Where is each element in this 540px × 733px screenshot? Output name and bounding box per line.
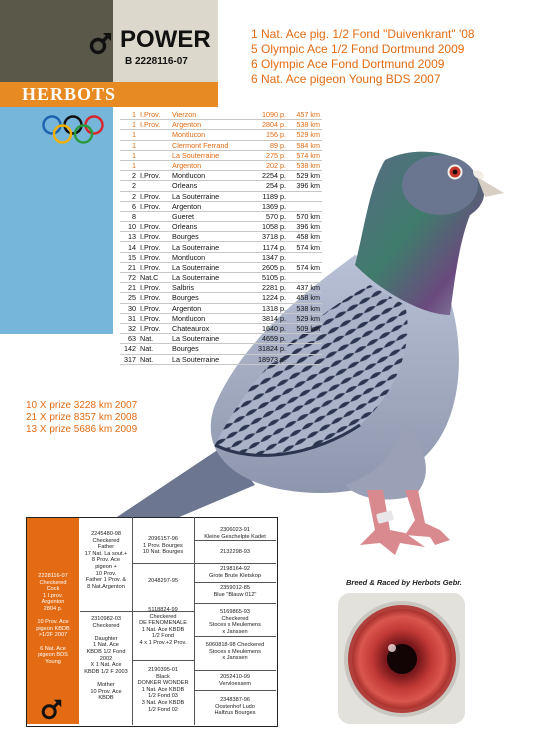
result-pos: 1 xyxy=(120,160,138,170)
result-pos: 14 xyxy=(120,242,138,252)
result-type: I.Prov. xyxy=(138,120,170,130)
result-dist xyxy=(288,252,322,262)
result-pos: 1 xyxy=(120,120,138,130)
result-type: I.Prov. xyxy=(138,293,170,303)
pedigree-divider xyxy=(194,603,276,604)
result-type: I.Prov. xyxy=(138,222,170,232)
pedigree-father: 2245480-98 Checkered Father 17 Nat. La sout.+ 8 Prov. Ace pigeon + 10 Prov. Father 1 Prov. & 8 Nat.Argenton xyxy=(84,531,128,590)
result-race: Vierzon xyxy=(170,110,244,120)
result-race: Orleans xyxy=(170,222,244,232)
result-row xyxy=(120,344,322,354)
honour-line: 6 Nat. Ace pigeon Young BDS 2007 xyxy=(251,72,441,86)
result-birds: 1224 p. xyxy=(244,293,288,303)
result-birds: 2281 p. xyxy=(244,283,288,293)
breeder-name: HERBOTS xyxy=(22,84,117,104)
result-race: Clermont Ferrand xyxy=(170,140,244,150)
result-type: Nat. xyxy=(138,334,170,344)
result-dist: 458 km xyxy=(288,293,322,303)
pedigree-fff: 2306023-91 Kleine Geschelpte Kadet xyxy=(204,527,266,540)
result-birds: 2804 p. xyxy=(244,120,288,130)
result-dist xyxy=(288,273,322,283)
result-pos: 15 xyxy=(120,252,138,262)
result-type: I.Prov. xyxy=(138,252,170,262)
result-dist xyxy=(288,191,322,201)
prize-line: 13 X prize 5686 km 2009 xyxy=(26,424,138,435)
result-race: Argenton xyxy=(170,201,244,211)
result-type xyxy=(138,130,170,140)
pedigree-divider xyxy=(194,517,195,725)
result-birds: 4659 p. xyxy=(244,334,288,344)
result-pos: 142 xyxy=(120,344,138,354)
result-pos: 1 xyxy=(120,150,138,160)
honour-line: 5 Olympic Ace 1/2 Fond Dortmund 2009 xyxy=(251,42,465,56)
result-dist: 396 km xyxy=(288,181,322,191)
result-type: I.Prov. xyxy=(138,232,170,242)
pedigree-fm: 2048297-95 xyxy=(148,578,178,584)
result-row xyxy=(120,273,322,283)
result-pos: 6 xyxy=(120,201,138,211)
result-dist: 574 km xyxy=(288,242,322,252)
pedigree-mother: 2310982-03 Checkered Daughter 1 Nat. Ace KBDB 1/2 Fond 2002 X 1 Nat. Ace KBDB 1/2 F 2003 Mother 10 Prov. Ace KBDB xyxy=(84,616,128,702)
result-race: Montlucon xyxy=(170,171,244,181)
result-type: I.Prov. xyxy=(138,303,170,313)
result-row xyxy=(120,191,322,201)
result-birds: 202 p. xyxy=(244,160,288,170)
result-birds: 254 p. xyxy=(244,181,288,191)
breeder-credit: Breed & Raced by Herbots Gebr. xyxy=(346,578,462,587)
result-dist xyxy=(288,334,322,344)
bird-name: POWER xyxy=(120,26,211,53)
race-results-table xyxy=(120,110,322,365)
result-dist xyxy=(288,201,322,211)
result-row xyxy=(120,222,322,232)
result-row xyxy=(120,211,322,221)
result-dist: 538 km xyxy=(288,303,322,313)
result-row xyxy=(120,303,322,313)
result-dist: 396 km xyxy=(288,222,322,232)
result-type: I.Prov. xyxy=(138,283,170,293)
result-birds: 1058 p. xyxy=(244,222,288,232)
result-pos: 317 xyxy=(120,354,138,364)
result-type: Nat. xyxy=(138,344,170,354)
result-race: Montlucon xyxy=(170,130,244,140)
result-pos: 8 xyxy=(120,211,138,221)
result-row xyxy=(120,171,322,181)
result-birds: 1174 p. xyxy=(244,242,288,252)
result-type: I.Prov. xyxy=(138,262,170,272)
result-dist: 457 km xyxy=(288,110,322,120)
result-row xyxy=(120,293,322,303)
result-race: Bourges xyxy=(170,344,244,354)
result-pos: 21 xyxy=(120,262,138,272)
result-race: La Souterraine xyxy=(170,334,244,344)
result-pos: 63 xyxy=(120,334,138,344)
result-row xyxy=(120,313,322,323)
result-birds: 1189 p. xyxy=(244,191,288,201)
result-race: Orleans xyxy=(170,181,244,191)
prize-line: 21 X prize 8357 km 2008 xyxy=(26,412,138,423)
result-birds: 275 p. xyxy=(244,150,288,160)
result-pos: 2 xyxy=(120,181,138,191)
result-race: La Souterraine xyxy=(170,273,244,283)
result-race: Montlucon xyxy=(170,313,244,323)
result-type: I.Prov. xyxy=(138,242,170,252)
result-pos: 1 xyxy=(120,110,138,120)
result-race: Argenton xyxy=(170,120,244,130)
pedigree-divider xyxy=(132,563,194,564)
result-row xyxy=(120,232,322,242)
pedigree-mff: 5169865-93 Checkered Stoces x Meulemens x Janssen xyxy=(209,609,261,635)
result-birds: 2254 p. xyxy=(244,171,288,181)
results-body xyxy=(120,110,322,364)
result-race: Argenton xyxy=(170,303,244,313)
pedigree-fmm: 2359012-85 Blue "Blauw 012" xyxy=(213,585,257,598)
eye-icon xyxy=(338,593,465,724)
pedigree-mm: 2190395-01 Black DONKER WONDER 1 Nat. Ace KBDB 1/2 Fond 03 3 Nat. Ace KBDB 1/2 Fond 02 xyxy=(137,667,189,713)
result-race: La Souterraine xyxy=(170,150,244,160)
result-race: La Souterraine xyxy=(170,354,244,364)
result-birds: 5105 p. xyxy=(244,273,288,283)
result-birds: 2605 p. xyxy=(244,262,288,272)
result-type xyxy=(138,140,170,150)
result-race: La Souterraine xyxy=(170,262,244,272)
male-symbol-icon xyxy=(88,30,114,56)
result-dist: 570 km xyxy=(288,211,322,221)
result-pos: 2 xyxy=(120,171,138,181)
result-type: I.Prov. xyxy=(138,191,170,201)
result-row xyxy=(120,140,322,150)
result-birds: 1369 p. xyxy=(244,201,288,211)
result-birds: 1090 p. xyxy=(244,110,288,120)
pedigree-mfm: 5060818-98 Checkered Stoces x Meulemens x Janssen xyxy=(205,642,265,662)
result-row xyxy=(120,120,322,130)
result-row xyxy=(120,150,322,160)
eye-photo xyxy=(338,593,465,724)
result-type xyxy=(138,211,170,221)
result-row xyxy=(120,242,322,252)
result-type: I.Prov. xyxy=(138,323,170,333)
result-pos: 30 xyxy=(120,303,138,313)
pedigree-divider xyxy=(194,582,276,583)
result-row xyxy=(120,323,322,333)
ring-number: B 2228116-07 xyxy=(125,56,188,67)
prize-line: 10 X prize 3228 km 2007 xyxy=(26,400,138,411)
result-row xyxy=(120,160,322,170)
pedigree-mf: 5118824-99 Checkered DE FENOMENALE 1 Nat. Ace KBDB 1/2 Fond 4 x 1 Prov.+2 Prov. xyxy=(139,607,187,646)
result-race: Bourges xyxy=(170,293,244,303)
result-birds: 18973 p. xyxy=(244,354,288,364)
result-birds: 3718 p. xyxy=(244,232,288,242)
result-type: I.Prov. xyxy=(138,171,170,181)
result-birds: 3814 p. xyxy=(244,313,288,323)
result-pos: 25 xyxy=(120,293,138,303)
honour-line: 1 Nat. Ace pig. 1/2 Fond "Duivenkrant" '08 xyxy=(251,27,475,41)
result-row xyxy=(120,252,322,262)
result-type: I.Prov. xyxy=(138,110,170,120)
result-type: Nat.C xyxy=(138,273,170,283)
pedigree-mmf: 2052410-99 Vervloessem xyxy=(218,674,252,687)
result-row xyxy=(120,334,322,344)
result-row xyxy=(120,262,322,272)
result-type: Nat. xyxy=(138,354,170,364)
pedigree-divider xyxy=(80,611,132,612)
result-race: Montlucon xyxy=(170,252,244,262)
result-race: La Souterraine xyxy=(170,191,244,201)
pedigree-ffm: 2132298-93 xyxy=(220,549,250,555)
result-pos: 10 xyxy=(120,222,138,232)
male-symbol-icon xyxy=(40,697,64,721)
result-race: Chateaurox xyxy=(170,323,244,333)
result-dist: 437 km xyxy=(288,283,322,293)
result-race: Salbris xyxy=(170,283,244,293)
pedigree-divider xyxy=(132,517,133,725)
result-birds: 570 p. xyxy=(244,211,288,221)
result-dist: 574 km xyxy=(288,262,322,272)
result-pos: 32 xyxy=(120,323,138,333)
result-race: Gueret xyxy=(170,211,244,221)
result-race: Bourges xyxy=(170,232,244,242)
result-row xyxy=(120,354,322,364)
result-dist xyxy=(288,354,322,364)
result-pos: 31 xyxy=(120,313,138,323)
result-dist xyxy=(288,344,322,354)
pedigree-divider xyxy=(194,563,276,564)
result-pos: 2 xyxy=(120,191,138,201)
result-birds: 1347 p. xyxy=(244,252,288,262)
result-birds: 1640 p. xyxy=(244,323,288,333)
result-dist: 529 km xyxy=(288,171,322,181)
pedigree-divider xyxy=(132,660,194,661)
honour-line: 6 Olympic Ace Fond Dortmund 2009 xyxy=(251,57,445,71)
result-race: Argenton xyxy=(170,160,244,170)
result-dist: 574 km xyxy=(288,150,322,160)
result-pos: 72 xyxy=(120,273,138,283)
pedigree-fmf: 2198164-92 Grote Brute Kletskop xyxy=(209,566,261,579)
result-birds: 156 p. xyxy=(244,130,288,140)
result-row xyxy=(120,283,322,293)
pedigree-mmm: 2348387-96 Oostenhof Ludo Halfzus Bourges xyxy=(214,697,256,717)
result-pos: 1 xyxy=(120,130,138,140)
pedigree-divider xyxy=(194,670,276,671)
pedigree-subject: 2228116-07 Checkered Cock 1 I.prov. Argenton 2804 p. 10 Prov. Ace pigeon KBDB >1/2F 2007 6 Nat. Ace pigeon BDS Young xyxy=(36,573,70,665)
result-type xyxy=(138,181,170,191)
pedigree-divider xyxy=(194,636,276,637)
result-type xyxy=(138,150,170,160)
result-pos: 13 xyxy=(120,232,138,242)
result-dist: 538 km xyxy=(288,120,322,130)
pedigree-divider xyxy=(194,690,276,691)
result-pos: 21 xyxy=(120,283,138,293)
result-birds: 1318 p. xyxy=(244,303,288,313)
pedigree-ff: 2096157-96 1 Prov. Bourges 10 Nat. Bourges xyxy=(142,536,184,556)
result-row xyxy=(120,130,322,140)
result-birds: 31824 p. xyxy=(244,344,288,354)
olympic-rings-icon xyxy=(40,114,108,146)
result-pos: 1 xyxy=(120,140,138,150)
result-dist: 538 km xyxy=(288,160,322,170)
result-dist: 458 km xyxy=(288,232,322,242)
result-type xyxy=(138,160,170,170)
result-dist: 584 km xyxy=(288,140,322,150)
result-row xyxy=(120,201,322,211)
result-type: I.Prov. xyxy=(138,313,170,323)
result-dist: 529 km xyxy=(288,130,322,140)
result-race: La Souterraine xyxy=(170,242,244,252)
result-row xyxy=(120,110,322,120)
result-dist: 529 km xyxy=(288,313,322,323)
result-birds: 89 p. xyxy=(244,140,288,150)
result-dist: 509 km xyxy=(288,323,322,333)
result-row xyxy=(120,181,322,191)
result-type: I.Prov. xyxy=(138,201,170,211)
